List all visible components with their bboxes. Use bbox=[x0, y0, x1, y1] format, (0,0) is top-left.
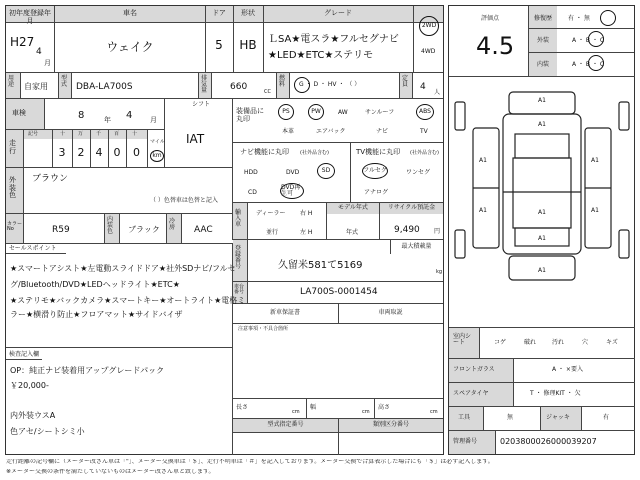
repair-none-circle bbox=[600, 10, 616, 26]
grade-line-1: ＬSA★電スラ★フルセグナビ bbox=[268, 34, 399, 45]
equip-pw: PW bbox=[308, 104, 324, 120]
odo-h-10b: 十 bbox=[132, 131, 138, 137]
jack-label: ジャッキ bbox=[546, 414, 570, 421]
chassis-number: LA700S-0001454 bbox=[300, 287, 378, 297]
insp-line-5: 色アセ/シートシミ小 bbox=[10, 427, 85, 436]
int-options: A ・ B ・ C bbox=[572, 61, 605, 68]
mark-left-rear: A1 bbox=[479, 207, 487, 214]
reg-era: H27 bbox=[10, 35, 35, 49]
color-no: R59 bbox=[52, 225, 70, 235]
mark-roof: A1 bbox=[538, 209, 546, 216]
model-code: DBA-LA700S bbox=[76, 82, 133, 92]
jack-value: 有 bbox=[603, 414, 610, 421]
handle-left: 左 H bbox=[300, 229, 313, 236]
dim-width-label: 幅 bbox=[310, 404, 317, 411]
sales-line-3: ★ステリモ★バックカメラ★スマートキー★オートライト★電格ミ bbox=[10, 296, 246, 305]
capacity-unit: 人 bbox=[434, 89, 441, 96]
score: 4.5 bbox=[476, 32, 515, 60]
seat-dirt: 汚れ bbox=[552, 339, 565, 346]
navi-cd: CD bbox=[248, 189, 257, 196]
spare-options: T ・ 修理KIT ・ 欠 bbox=[530, 390, 581, 397]
fuel-label: 燃料 bbox=[279, 75, 286, 88]
ext-label: 外装 bbox=[536, 37, 549, 44]
ac: AAC bbox=[194, 225, 213, 235]
odo-h-1k: 千 bbox=[96, 131, 102, 137]
odo-digit-1: 3 bbox=[58, 146, 66, 159]
equip-aw: AW bbox=[338, 109, 348, 116]
model-label: 型式 bbox=[61, 75, 68, 88]
chassis-label: 車台番号 bbox=[234, 284, 245, 295]
rear-left-wheel bbox=[455, 230, 465, 258]
score-label: 評価点 bbox=[481, 15, 500, 22]
int-label: 内装 bbox=[536, 61, 549, 68]
class-no-label: 類別区分番号 bbox=[372, 421, 409, 428]
car-diagram bbox=[449, 80, 635, 320]
sales-label: セールスポイント bbox=[9, 245, 57, 252]
grade-line-2: ★LED★ETC★ステリモ bbox=[268, 50, 374, 61]
tool-label: 工具 bbox=[458, 414, 471, 421]
mgmt-label: 管理番号 bbox=[453, 438, 478, 445]
tv-fullseg: フルセグ bbox=[362, 163, 388, 179]
dim-length-label: 長さ bbox=[236, 404, 249, 411]
odo-digit-2: 2 bbox=[77, 146, 85, 159]
repair-options: 有 ・ 無 bbox=[568, 15, 590, 22]
reg-month-unit: 月 bbox=[44, 59, 51, 67]
odo-h-mark: 記号 bbox=[28, 131, 39, 137]
type-no-label: 型式指定番号 bbox=[267, 421, 304, 428]
glass-label: フロントガラス bbox=[453, 366, 495, 373]
sales-line-2: グ/Bluetooth/DVD★LEDヘッドライト★ETC★ bbox=[10, 280, 180, 289]
sales-line-1: ★スマートアシスト★左電動スライドドア★社外SDナビ/フルセ bbox=[10, 264, 236, 273]
reg-no-label: 登録番号 bbox=[235, 245, 242, 270]
navi-label: ナビ機能に丸印 bbox=[240, 148, 289, 156]
inspector-label: 検査記入欄 bbox=[9, 351, 40, 358]
color: ブラウン bbox=[32, 174, 69, 184]
spare-label: スペアタイヤ bbox=[453, 390, 489, 397]
reg-no: 久留米581て5169 bbox=[278, 260, 363, 271]
reg-year-label: 初年度登録年月 bbox=[9, 9, 51, 25]
fuel-options: G ・ D ・ HV ・ （ ） bbox=[299, 81, 361, 88]
front-right-wheel bbox=[619, 102, 629, 130]
navi-note: (社外品含む) bbox=[300, 150, 329, 156]
glass-options: A ・ ×要入 bbox=[552, 366, 583, 373]
recycle-label: リサイクル預託金 bbox=[387, 204, 436, 211]
doors-label: ドア bbox=[212, 9, 226, 17]
mark-front-bumper: A1 bbox=[538, 97, 546, 104]
recycle-yen: 円 bbox=[434, 228, 441, 235]
dim-height-unit: cm bbox=[430, 409, 438, 415]
dim-length-unit: cm bbox=[292, 409, 300, 415]
color-note: （ ）色替車は色替と記入 bbox=[150, 197, 218, 204]
shaken-month-unit: 月 bbox=[150, 116, 157, 124]
navi-hdd: HDD bbox=[244, 169, 258, 176]
usage: 自家用 bbox=[24, 82, 48, 91]
odo-h-mile: マイル bbox=[150, 139, 165, 145]
handle-right: 右 H bbox=[300, 210, 313, 217]
import-dealer: ディーラー bbox=[256, 210, 286, 217]
shaken-month: 4 bbox=[126, 110, 133, 121]
shaken-year: 8 bbox=[78, 110, 85, 121]
recycle-amount: 9,490 bbox=[394, 225, 420, 235]
equip-navi: ナビ bbox=[376, 128, 389, 135]
footnote-2: ※メーター交換の条件を満たしていないものはメーター改ざん車と致します。 bbox=[6, 469, 215, 475]
sales-line-4: ラー★横滑り防止★フロアマット★サイドバイザ bbox=[10, 310, 183, 319]
mark-left-front: A1 bbox=[479, 157, 487, 164]
drive-4wd: 4WD bbox=[421, 48, 436, 55]
equip-ps: PS bbox=[278, 104, 294, 120]
capacity: 4 bbox=[420, 82, 426, 92]
equip-label: 装備品に丸印 bbox=[236, 107, 264, 123]
shift-label: シフト bbox=[192, 101, 211, 108]
model-year-label: モデル年式 bbox=[338, 204, 368, 211]
seat-scratch: キズ bbox=[606, 339, 618, 346]
import-parallel: 並行 bbox=[266, 229, 279, 236]
name-label: 車名 bbox=[123, 9, 137, 17]
ext-options: A ・ B ・ C bbox=[572, 37, 605, 44]
odo-h-10k: 万 bbox=[78, 131, 84, 137]
mgmt-number: 0203800026000039207 bbox=[500, 437, 597, 446]
mark-rear-window: A1 bbox=[538, 235, 546, 242]
repair-label: 修復歴 bbox=[533, 15, 552, 22]
import-label: 輸入車 bbox=[235, 209, 242, 228]
displacement: 660 bbox=[230, 82, 248, 92]
grade-label: グレード bbox=[324, 9, 352, 17]
cc-unit: CC bbox=[264, 89, 271, 95]
roof-outline bbox=[513, 158, 571, 228]
body-label: 形状 bbox=[241, 9, 255, 17]
reg-month: 4 bbox=[36, 47, 42, 57]
insp-line-1: OP：純正ナビ装着用アップグレードパック bbox=[10, 366, 165, 375]
mark-right-front: A1 bbox=[591, 157, 599, 164]
int-b-circle bbox=[588, 55, 604, 71]
ext-b-circle bbox=[588, 31, 604, 47]
shift: IAT bbox=[186, 132, 205, 146]
mark-right-rear: A1 bbox=[591, 207, 599, 214]
seat-label: 室内シート bbox=[453, 333, 472, 346]
new-warranty: 新車保証書 bbox=[269, 309, 300, 316]
navi-sd: SD bbox=[317, 163, 335, 179]
manual: 車両取説 bbox=[378, 309, 403, 316]
insp-line-2: ￥20,000- bbox=[10, 381, 49, 390]
drive-2wd-circled: 2WD bbox=[419, 16, 439, 36]
doors: 5 bbox=[215, 38, 223, 52]
capacity-label: 定員 bbox=[402, 75, 409, 88]
odo-digit-5: 0 bbox=[133, 146, 140, 159]
max-load-label: 最大積載量 bbox=[401, 243, 432, 250]
seat-tear: 破れ bbox=[524, 339, 537, 346]
tool-value: 無 bbox=[507, 414, 514, 421]
odo-digit-3: 4 bbox=[95, 146, 103, 159]
odo-h-100: 百 bbox=[114, 131, 120, 137]
odo-km-circled: km bbox=[150, 150, 164, 162]
displacement-label: 排気量 bbox=[201, 75, 208, 94]
color-no-label: カラーNo bbox=[7, 221, 23, 232]
tv-label: TV機能に丸印 bbox=[356, 148, 401, 156]
model-year-unit: 年式 bbox=[346, 229, 359, 236]
dim-height-label: 高さ bbox=[378, 404, 391, 411]
shaken-year-unit: 年 bbox=[104, 116, 111, 124]
notes-label: 注意事項・不具合箇所 bbox=[238, 326, 289, 332]
navi-dvd-play: DVD再生可 bbox=[280, 183, 304, 199]
dim-width-unit: cm bbox=[362, 409, 370, 415]
navi-dvd: DVD bbox=[286, 169, 300, 176]
front-left-wheel bbox=[455, 102, 465, 130]
interior: ブラック bbox=[128, 225, 160, 234]
equip-abs: ABS bbox=[416, 104, 434, 120]
seat-burn: コゲ bbox=[494, 339, 507, 346]
shaken-label: 車検 bbox=[12, 109, 26, 117]
odo-h-10: 十 bbox=[60, 131, 66, 137]
seat-hole: 穴 bbox=[582, 339, 589, 346]
interior-label: 内装色 bbox=[107, 216, 114, 235]
odo-label: 走行 bbox=[9, 139, 16, 155]
use-label: 用途 bbox=[8, 75, 15, 88]
rear-right-wheel bbox=[619, 230, 629, 258]
tv-analog: アナログ bbox=[364, 189, 389, 196]
equip-leather: 本革 bbox=[282, 128, 295, 135]
body-type: HB bbox=[239, 38, 257, 52]
ac-label: 冷房 bbox=[169, 218, 176, 231]
equip-tv: TV bbox=[420, 128, 428, 135]
color-label: 外装色 bbox=[9, 176, 16, 200]
footnote-1: 走行距離の記号欄に（メーター改ざん車は「"」、メーター交換車は「＄」、走行不明車は「＃」を記入しております。メーター交換で合算表示した場合にも「＄」は必ず記入します。 bbox=[6, 459, 494, 465]
equip-sunroof: サンルーフ bbox=[365, 109, 395, 116]
tv-oneseg: ワンセグ bbox=[406, 169, 431, 176]
odo-digit-4: 0 bbox=[113, 146, 121, 159]
equip-airbag: エアバック bbox=[316, 128, 346, 135]
mark-rear-bumper: A1 bbox=[538, 267, 546, 274]
windshield-outline bbox=[515, 134, 569, 158]
tv-note: (社外品含む) bbox=[410, 150, 439, 156]
max-load-unit: kg bbox=[436, 269, 443, 275]
mark-hood: A1 bbox=[538, 121, 546, 128]
car-name: ウェイク bbox=[106, 40, 154, 54]
insp-line-4: 内外装ウスA bbox=[10, 411, 56, 420]
